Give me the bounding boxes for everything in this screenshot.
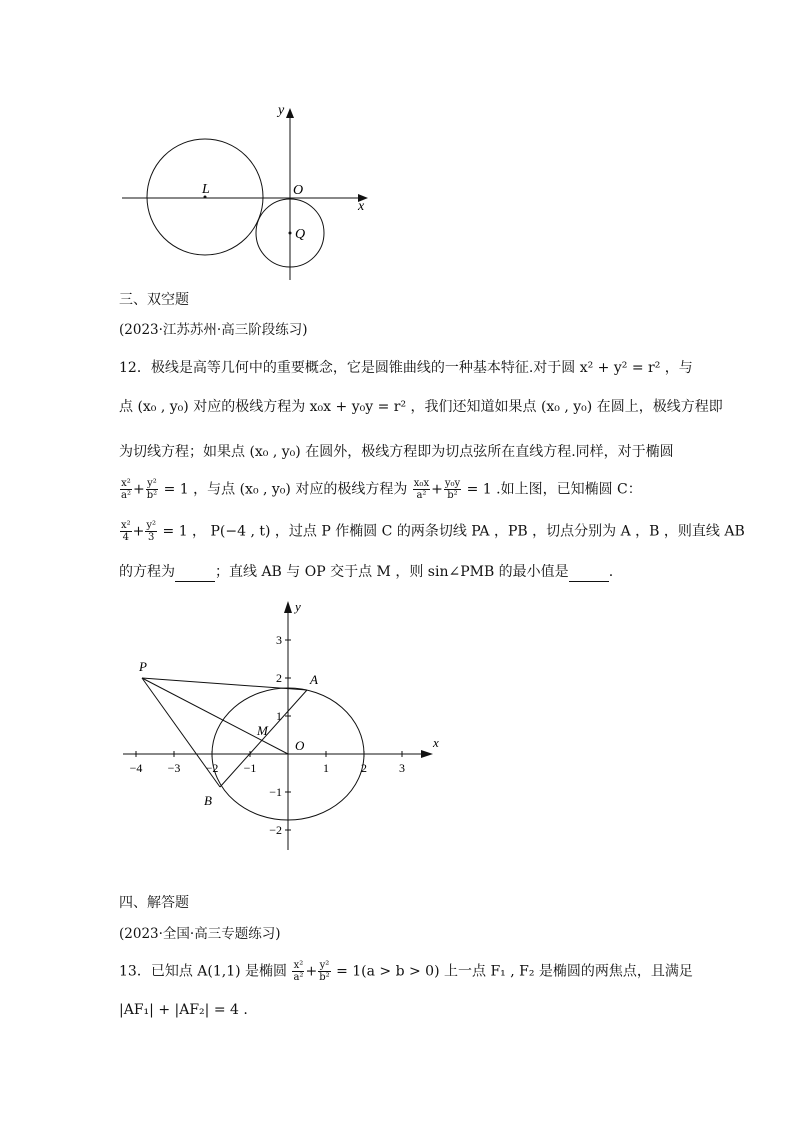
point-B-label: B (204, 793, 212, 808)
figure-tangent-circles (110, 100, 390, 285)
frac-y0y-b2: $\frac{\text{y₀y}}{\text{b²}}$ (444, 478, 461, 501)
frac-y2-b2: $\frac{\text{y²}}{\text{b²}}$ (146, 478, 158, 501)
x-axis-arrow (421, 750, 433, 758)
point-P-label: P (139, 659, 147, 674)
figure-ellipse-tangents (115, 595, 455, 855)
x-tick-label: 2 (361, 761, 367, 775)
y-tick-label: 2 (276, 671, 282, 685)
x-tick-label: −3 (167, 761, 181, 775)
label-L: L (202, 182, 210, 197)
label-Q: Q (295, 227, 306, 242)
x-tick-label: −2 (205, 761, 219, 775)
p13-line2: |AF₁| + |AF₂| = 4 . (119, 1002, 248, 1018)
axis-ticks (136, 640, 402, 830)
x-tick-label: −4 (129, 761, 143, 775)
p12-line2: 点 (x₀ , y₀) 对应的极线方程为 x₀x + y₀y = r² ，我们还知道如果点 (x₀ , y₀) 在圆上，极线方程即 (119, 399, 723, 415)
p12-line6: 的方程为 ；直线 AB 与 OP 交于点 M ，则 sin∠PMB 的最小值是 . (119, 564, 614, 580)
p12-line5: $\frac{\text{x²}}{4}$ + $\frac{\text{y²}}{3}$ = 1 ， P(−4 , t) ，过点 P 作椭圆 C 的两条切线 PA ，PB ，切点分别为 A ，B ，则直线 AB (121, 520, 745, 543)
frac-y2-b2: $\frac{\text{y²}}{\text{b²}}$ (319, 960, 330, 983)
p12-line3: 为切线方程；如果点 (x₀ , y₀) 在圆外，极线方程即为切点弦所在直线方程.同样，对于椭圆 (119, 444, 674, 460)
point-M-label: M (257, 723, 268, 738)
section3-heading: 三、双空题 (119, 292, 189, 308)
section4-heading: 四、解答题 (119, 895, 189, 911)
tangent-PA (142, 678, 307, 690)
p12-line4: $\frac{\text{x²}}{\text{a²}}$ + $\frac{\text{y²}}{\text{b²}}$ = 1 ，与点 (x₀ , y₀) 对应的极线方程为 $\frac{\text{x₀x}}{\text{a²}}$ + $\frac{\text{y₀y}}{\text{b²}}$ = 1 .如上图，已知椭圆 C： (121, 478, 642, 501)
p13-line1: 13．已知点 A(1,1) 是椭圆 $\frac{\text{x²}}{\text{a²}}$ + $\frac{\text{y²}}{\text{b²}}$ = 1(a > b > 0) 上一点 F₁ , F₂ 是椭圆的两焦点，且满足 (119, 960, 693, 983)
answer-blank-1[interactable] (175, 567, 215, 582)
center-Q-dot (289, 232, 292, 235)
point-A-label: A (310, 672, 318, 687)
y-axis-label: y (278, 103, 285, 118)
chord-AB (220, 690, 307, 787)
x-tick-label: 3 (399, 761, 405, 775)
frac-x2-a2: $\frac{\text{x²}}{\text{a²}}$ (121, 478, 131, 501)
origin-label: O (293, 183, 304, 198)
section3-source: (2023·江苏苏州·高三阶段练习) (119, 322, 308, 338)
x-axis-label: x (433, 735, 439, 750)
p12-line1: 12．极线是高等几何中的重要概念，它是圆锥曲线的一种基本特征.对于圆 x² + y² = r² ，与 (119, 360, 693, 376)
frac-x0x-a2: $\frac{\text{x₀x}}{\text{a²}}$ (413, 478, 430, 501)
frac-y2-3: $\frac{\text{y²}}{3}$ (146, 520, 157, 543)
frac-x2-4: $\frac{\text{x²}}{4}$ (121, 520, 131, 543)
y-tick-labels (269, 633, 282, 837)
x-axis-label: x (358, 199, 365, 214)
frac-x2-a2: $\frac{\text{x²}}{\text{a²}}$ (293, 960, 304, 983)
y-tick-label: 1 (276, 709, 282, 723)
y-tick-label: −2 (269, 823, 282, 837)
x-tick-label: −1 (243, 761, 257, 775)
section4-source: (2023·全国·高三专题练习) (119, 926, 281, 942)
y-axis-label: y (295, 599, 301, 614)
y-axis-arrow (284, 601, 292, 613)
x-tick-label: 1 (323, 761, 329, 775)
segment-PO (142, 678, 288, 754)
x-tick-labels (130, 761, 405, 775)
y-tick-label: −1 (269, 785, 282, 799)
y-axis-arrow (286, 108, 294, 118)
origin-label: O (295, 738, 305, 753)
y-tick-label: 3 (276, 633, 282, 647)
answer-blank-2[interactable] (569, 567, 609, 582)
